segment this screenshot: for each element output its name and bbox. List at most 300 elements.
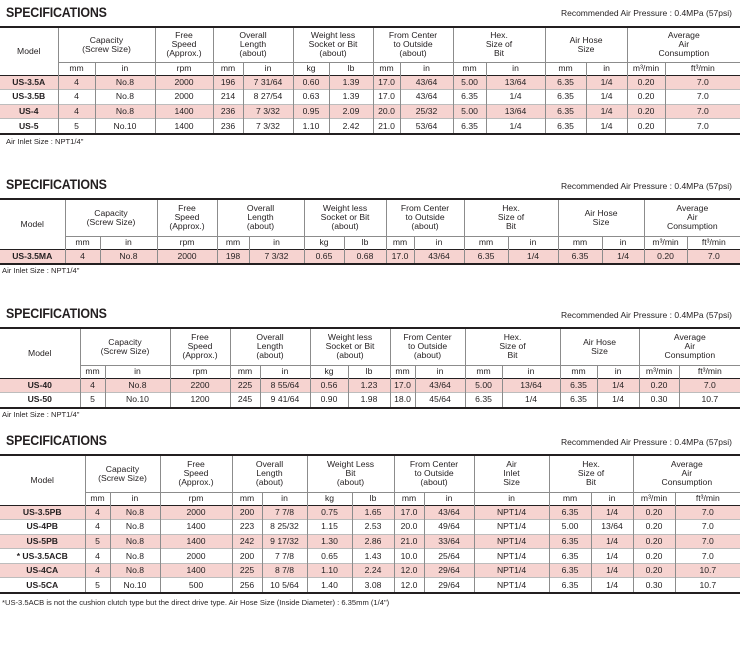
table-cell: 223: [232, 520, 262, 535]
spec-table-1: [0, 26, 740, 135]
unit: ft³/min: [675, 492, 740, 505]
table-cell: 1.65: [352, 505, 394, 520]
unit: mm: [549, 492, 591, 505]
spec-section-2: [0, 177, 740, 287]
table-cell: 21.0: [394, 534, 424, 549]
table-cell: 4: [85, 549, 110, 564]
col-model: Model: [0, 328, 80, 378]
table-cell: 43/64: [400, 75, 453, 90]
col-air-hose: Air Hose Size: [558, 199, 644, 236]
unit: in: [100, 236, 157, 249]
table-cell: 0.30: [633, 578, 675, 593]
unit: mm: [85, 492, 110, 505]
table-cell: 5: [58, 119, 95, 134]
table-cell: 1/4: [586, 75, 627, 90]
table-cell: 245: [230, 393, 260, 408]
table-cell: 6.35: [545, 119, 586, 134]
unit: lb: [352, 492, 394, 505]
table-cell: 2000: [157, 249, 217, 264]
unit: mm: [464, 236, 508, 249]
table-row: [0, 90, 740, 105]
unit: in: [260, 365, 310, 378]
spec-section-3: [0, 306, 740, 426]
unit: mm: [213, 62, 243, 75]
table-cell: 43/64: [424, 505, 474, 520]
table-cell: 43/64: [414, 249, 464, 264]
table-cell: No.10: [95, 119, 155, 134]
table-cell: No.10: [105, 393, 170, 408]
table-cell: 1.30: [307, 534, 352, 549]
unit: lb: [344, 236, 386, 249]
table-row: [0, 520, 740, 535]
model-cell: US-4: [0, 104, 58, 119]
table-cell: 2000: [155, 90, 213, 105]
table-cell: 10.7: [675, 563, 740, 578]
table-cell: 9 17/32: [262, 534, 307, 549]
table-cell: 1/4: [602, 249, 644, 264]
table-cell: 1.23: [348, 378, 390, 393]
table-cell: 1.43: [352, 549, 394, 564]
unit: mm: [558, 236, 602, 249]
table-cell: 4: [58, 90, 95, 105]
table-cell: 5.00: [465, 378, 502, 393]
table-cell: 0.20: [644, 249, 687, 264]
col-free-speed: Free Speed (Approx.): [170, 328, 230, 365]
table-cell: 6.35: [549, 505, 591, 520]
table-cell: 29/64: [424, 578, 474, 593]
table-cell: 13/64: [486, 75, 545, 90]
table-cell: 0.20: [627, 104, 665, 119]
unit: mm: [58, 62, 95, 75]
table-cell: 5: [85, 578, 110, 593]
table-row: [0, 393, 740, 408]
table-cell: NPT1/4: [474, 578, 549, 593]
col-model: Model: [0, 455, 85, 505]
table-cell: 2.09: [329, 104, 373, 119]
table-cell: 18.0: [390, 393, 415, 408]
table-cell: No.8: [110, 563, 160, 578]
table-cell: NPT1/4: [474, 549, 549, 564]
unit: mm: [560, 365, 597, 378]
unit: in: [95, 62, 155, 75]
table-cell: 6.35: [558, 249, 602, 264]
table-row: [0, 104, 740, 119]
table-cell: 7 7/8: [262, 505, 307, 520]
table-cell: 2.53: [352, 520, 394, 535]
col-center-outside: From Center to Outside (about): [390, 328, 465, 365]
table-cell: No.8: [95, 75, 155, 90]
col-free-speed: Free Speed (Approx.): [157, 199, 217, 236]
table-cell: 10.0: [394, 549, 424, 564]
table-cell: 5.00: [453, 104, 486, 119]
table-cell: 8 27/54: [243, 90, 293, 105]
table-cell: No.8: [110, 549, 160, 564]
table-cell: 0.20: [627, 90, 665, 105]
recommended-air-pressure: Recommended Air Pressure : 0.4MPa (57psi): [560, 8, 732, 18]
table-cell: 6.35: [549, 534, 591, 549]
unit: in: [400, 62, 453, 75]
table-cell: 256: [232, 578, 262, 593]
table-cell: 7 7/8: [262, 549, 307, 564]
col-hex-size: Hex. Size of Bit: [453, 27, 545, 62]
table-cell: 7.0: [675, 520, 740, 535]
table-cell: 2000: [160, 505, 232, 520]
table-cell: 13/64: [591, 520, 633, 535]
col-free-speed: Free Speed (Approx.): [155, 27, 213, 62]
table-cell: 4: [85, 505, 110, 520]
table-cell: 43/64: [415, 378, 465, 393]
col-model: Model: [0, 199, 65, 249]
table-cell: 0.20: [633, 505, 675, 520]
table-cell: 0.30: [639, 393, 679, 408]
model-cell: US-3.5B: [0, 90, 58, 105]
table-cell: 20.0: [373, 104, 400, 119]
table-row: [0, 549, 740, 564]
col-capacity: Capacity (Screw Size): [85, 455, 160, 492]
table-cell: 17.0: [386, 249, 414, 264]
table-cell: 10.7: [675, 578, 740, 593]
table-cell: 6.35: [549, 578, 591, 593]
spec-table-4: [0, 454, 740, 594]
unit: lb: [329, 62, 373, 75]
table-note: Air Inlet Size : NPT1/4": [6, 137, 84, 146]
table-cell: 4: [85, 563, 110, 578]
model-cell: US-3.5A: [0, 75, 58, 90]
unit: lb: [348, 365, 390, 378]
table-cell: 198: [217, 249, 249, 264]
table-cell: No.8: [95, 90, 155, 105]
unit: mm: [394, 492, 424, 505]
table-cell: 1/4: [597, 378, 639, 393]
table-cell: No.10: [110, 578, 160, 593]
unit: mm: [80, 365, 105, 378]
model-cell: US-5CA: [0, 578, 85, 593]
unit: m³/min: [627, 62, 665, 75]
table-cell: 6.35: [545, 75, 586, 90]
table-cell: 1/4: [586, 119, 627, 134]
col-capacity: Capacity (Screw Size): [65, 199, 157, 236]
table-cell: 7 31/64: [243, 75, 293, 90]
recommended-air-pressure: Recommended Air Pressure : 0.4MPa (57psi): [560, 437, 732, 447]
section-title: SPECIFICATIONS: [6, 177, 107, 192]
table-cell: 2.42: [329, 119, 373, 134]
table-cell: 6.35: [453, 119, 486, 134]
unit: mm: [232, 492, 262, 505]
spec-section-4: [0, 433, 740, 648]
table-cell: NPT1/4: [474, 563, 549, 578]
unit: kg: [307, 492, 352, 505]
table-cell: 7 3/32: [249, 249, 304, 264]
unit: rpm: [157, 236, 217, 249]
col-weight: Weight Less Bit (about): [307, 455, 394, 492]
table-cell: 1400: [155, 104, 213, 119]
unit: in: [602, 236, 644, 249]
table-cell: 2.86: [352, 534, 394, 549]
unit: in: [110, 492, 160, 505]
table-cell: 12.0: [394, 578, 424, 593]
table-cell: 1400: [160, 520, 232, 535]
col-consumption: Average Air Consumption: [633, 455, 740, 492]
table-cell: No.8: [110, 505, 160, 520]
table-cell: 0.65: [304, 249, 344, 264]
table-row: [0, 505, 740, 520]
unit: m³/min: [633, 492, 675, 505]
unit: in: [474, 492, 549, 505]
table-cell: 5: [85, 534, 110, 549]
table-cell: 200: [232, 505, 262, 520]
table-cell: 7.0: [675, 505, 740, 520]
table-cell: 13/64: [486, 104, 545, 119]
model-cell: US-4PB: [0, 520, 85, 535]
unit: in: [586, 62, 627, 75]
table-cell: 12.0: [394, 563, 424, 578]
table-cell: 53/64: [400, 119, 453, 134]
table-cell: 0.20: [633, 563, 675, 578]
table-cell: 10 5/64: [262, 578, 307, 593]
model-cell: US-5: [0, 119, 58, 134]
table-cell: 8 25/32: [262, 520, 307, 535]
col-consumption: Average Air Consumption: [639, 328, 740, 365]
unit: in: [415, 365, 465, 378]
table-cell: NPT1/4: [474, 520, 549, 535]
col-air-hose: Air Hose Size: [545, 27, 627, 62]
unit: rpm: [170, 365, 230, 378]
unit: ft³/min: [665, 62, 740, 75]
table-cell: 0.65: [307, 549, 352, 564]
table-cell: 2000: [155, 75, 213, 90]
unit: mm: [373, 62, 400, 75]
col-model: Model: [0, 27, 58, 75]
recommended-air-pressure: Recommended Air Pressure : 0.4MPa (57psi): [560, 310, 732, 320]
table-cell: 6.35: [549, 563, 591, 578]
table-cell: 0.20: [627, 75, 665, 90]
table-cell: 0.95: [293, 104, 329, 119]
table-cell: 25/32: [400, 104, 453, 119]
table-cell: 1/4: [508, 249, 558, 264]
col-air-inlet: Air Inlet Size: [474, 455, 549, 492]
table-cell: 7 3/32: [243, 104, 293, 119]
table-cell: 10.7: [679, 393, 740, 408]
table-cell: 5.00: [453, 75, 486, 90]
col-capacity: Capacity (Screw Size): [80, 328, 170, 365]
table-cell: 21.0: [373, 119, 400, 134]
table-cell: 1/4: [586, 104, 627, 119]
table-cell: 0.90: [310, 393, 348, 408]
table-row: [0, 119, 740, 134]
table-cell: 5: [80, 393, 105, 408]
unit: in: [486, 62, 545, 75]
table-cell: 8 55/64: [260, 378, 310, 393]
col-overall-length: Overall Length (about): [232, 455, 307, 492]
unit: rpm: [160, 492, 232, 505]
table-cell: 4: [65, 249, 100, 264]
unit: in: [249, 236, 304, 249]
unit: in: [597, 365, 639, 378]
table-row: [0, 378, 740, 393]
table-cell: 4: [80, 378, 105, 393]
table-cell: 1400: [160, 534, 232, 549]
table-cell: 1/4: [591, 563, 633, 578]
unit: mm: [465, 365, 502, 378]
table-cell: 225: [230, 378, 260, 393]
col-hex-size: Hex. Size of Bit: [465, 328, 560, 365]
table-cell: 1/4: [586, 90, 627, 105]
col-overall-length: Overall Length (about): [230, 328, 310, 365]
table-cell: 1.40: [307, 578, 352, 593]
table-cell: 6.35: [560, 393, 597, 408]
table-cell: 1/4: [486, 90, 545, 105]
table-note: *US-3.5ACB is not the cushion clutch type but the direct drive type. Air Hose Size (Inside Diameter) : 6.35mm (1/4"): [2, 598, 390, 607]
spec-table-3: [0, 327, 740, 409]
unit: ft³/min: [679, 365, 740, 378]
table-cell: 7 3/32: [243, 119, 293, 134]
col-overall-length: Overall Length (about): [213, 27, 293, 62]
table-cell: 4: [58, 75, 95, 90]
table-cell: 0.20: [633, 520, 675, 535]
unit: mm: [230, 365, 260, 378]
table-cell: 7.0: [665, 119, 740, 134]
table-cell: 1.39: [329, 75, 373, 90]
col-weight: Weight less Socket or Bit (about): [310, 328, 390, 365]
col-weight: Weight less Socket or Bit (about): [304, 199, 386, 236]
table-row: [0, 534, 740, 549]
table-cell: 7.0: [679, 378, 740, 393]
spec-table-2: [0, 198, 740, 265]
col-center-outside: From Center to Outside (about): [386, 199, 464, 236]
table-cell: NPT1/4: [474, 534, 549, 549]
unit: in: [591, 492, 633, 505]
table-cell: 7.0: [665, 75, 740, 90]
model-cell: US-3.5MA: [0, 249, 65, 264]
col-overall-length: Overall Length (about): [217, 199, 304, 236]
table-cell: 43/64: [400, 90, 453, 105]
table-cell: 236: [213, 119, 243, 134]
unit: m³/min: [644, 236, 687, 249]
model-cell: US-4CA: [0, 563, 85, 578]
unit: in: [424, 492, 474, 505]
unit: rpm: [155, 62, 213, 75]
col-weight: Weight less Socket or Bit (about): [293, 27, 373, 62]
table-cell: 17.0: [390, 378, 415, 393]
table-cell: 6.35: [545, 104, 586, 119]
table-cell: 7.0: [665, 104, 740, 119]
table-cell: 3.08: [352, 578, 394, 593]
table-cell: 13/64: [502, 378, 560, 393]
unit: kg: [304, 236, 344, 249]
unit: in: [502, 365, 560, 378]
model-cell: US-40: [0, 378, 80, 393]
table-cell: 236: [213, 104, 243, 119]
table-cell: 1.15: [307, 520, 352, 535]
table-cell: No.8: [110, 534, 160, 549]
table-cell: 1/4: [591, 549, 633, 564]
table-cell: 2.24: [352, 563, 394, 578]
table-cell: 2200: [170, 378, 230, 393]
table-cell: 1/4: [591, 578, 633, 593]
table-cell: 242: [232, 534, 262, 549]
table-cell: 33/64: [424, 534, 474, 549]
table-cell: 4: [85, 520, 110, 535]
unit: mm: [386, 236, 414, 249]
unit: m³/min: [639, 365, 679, 378]
table-cell: 20.0: [394, 520, 424, 535]
table-cell: 0.20: [633, 549, 675, 564]
table-cell: 1200: [170, 393, 230, 408]
table-cell: 0.63: [293, 90, 329, 105]
table-cell: 6.35: [545, 90, 586, 105]
table-cell: 9 41/64: [260, 393, 310, 408]
unit: in: [508, 236, 558, 249]
table-cell: 4: [58, 104, 95, 119]
table-cell: 7.0: [675, 534, 740, 549]
table-cell: 1400: [155, 119, 213, 134]
section-title: SPECIFICATIONS: [6, 5, 107, 20]
table-row: [0, 75, 740, 90]
table-cell: 1/4: [486, 119, 545, 134]
section-title: SPECIFICATIONS: [6, 433, 107, 448]
table-cell: No.8: [95, 104, 155, 119]
col-free-speed: Free Speed (Approx.): [160, 455, 232, 492]
unit: kg: [310, 365, 348, 378]
table-cell: 1.10: [293, 119, 329, 134]
unit: mm: [453, 62, 486, 75]
table-cell: 5.00: [549, 520, 591, 535]
table-note: Air Inlet Size : NPT1/4": [2, 266, 80, 275]
table-cell: 0.20: [633, 534, 675, 549]
col-center-outside: From Center to Outside (about): [373, 27, 453, 62]
model-cell: US-5PB: [0, 534, 85, 549]
table-cell: 225: [232, 563, 262, 578]
table-note: Air Inlet Size : NPT1/4": [2, 410, 80, 419]
table-row: [0, 249, 740, 264]
table-cell: 6.35: [464, 249, 508, 264]
table-cell: 45/64: [415, 393, 465, 408]
table-cell: 6.35: [549, 549, 591, 564]
table-cell: 0.75: [307, 505, 352, 520]
table-cell: 1/4: [597, 393, 639, 408]
unit: mm: [65, 236, 100, 249]
table-cell: 1/4: [502, 393, 560, 408]
table-cell: 29/64: [424, 563, 474, 578]
unit: ft³/min: [687, 236, 740, 249]
unit: mm: [390, 365, 415, 378]
table-cell: 0.68: [344, 249, 386, 264]
unit: in: [243, 62, 293, 75]
table-cell: 7.0: [675, 549, 740, 564]
table-cell: 6.35: [465, 393, 502, 408]
table-cell: No.8: [100, 249, 157, 264]
table-cell: 25/64: [424, 549, 474, 564]
table-cell: No.8: [110, 520, 160, 535]
col-consumption: Average Air Consumption: [627, 27, 740, 62]
table-cell: 500: [160, 578, 232, 593]
model-cell: US-50: [0, 393, 80, 408]
table-cell: 196: [213, 75, 243, 90]
model-cell: US-3.5PB: [0, 505, 85, 520]
table-cell: 7.0: [687, 249, 740, 264]
table-cell: 6.35: [560, 378, 597, 393]
table-cell: 0.56: [310, 378, 348, 393]
table-cell: 1/4: [591, 505, 633, 520]
table-cell: NPT1/4: [474, 505, 549, 520]
col-hex-size: Hex. Size of Bit: [464, 199, 558, 236]
table-cell: 17.0: [373, 90, 400, 105]
table-cell: 2000: [160, 549, 232, 564]
unit: in: [105, 365, 170, 378]
unit: in: [262, 492, 307, 505]
table-cell: 7.0: [665, 90, 740, 105]
table-cell: 1400: [160, 563, 232, 578]
